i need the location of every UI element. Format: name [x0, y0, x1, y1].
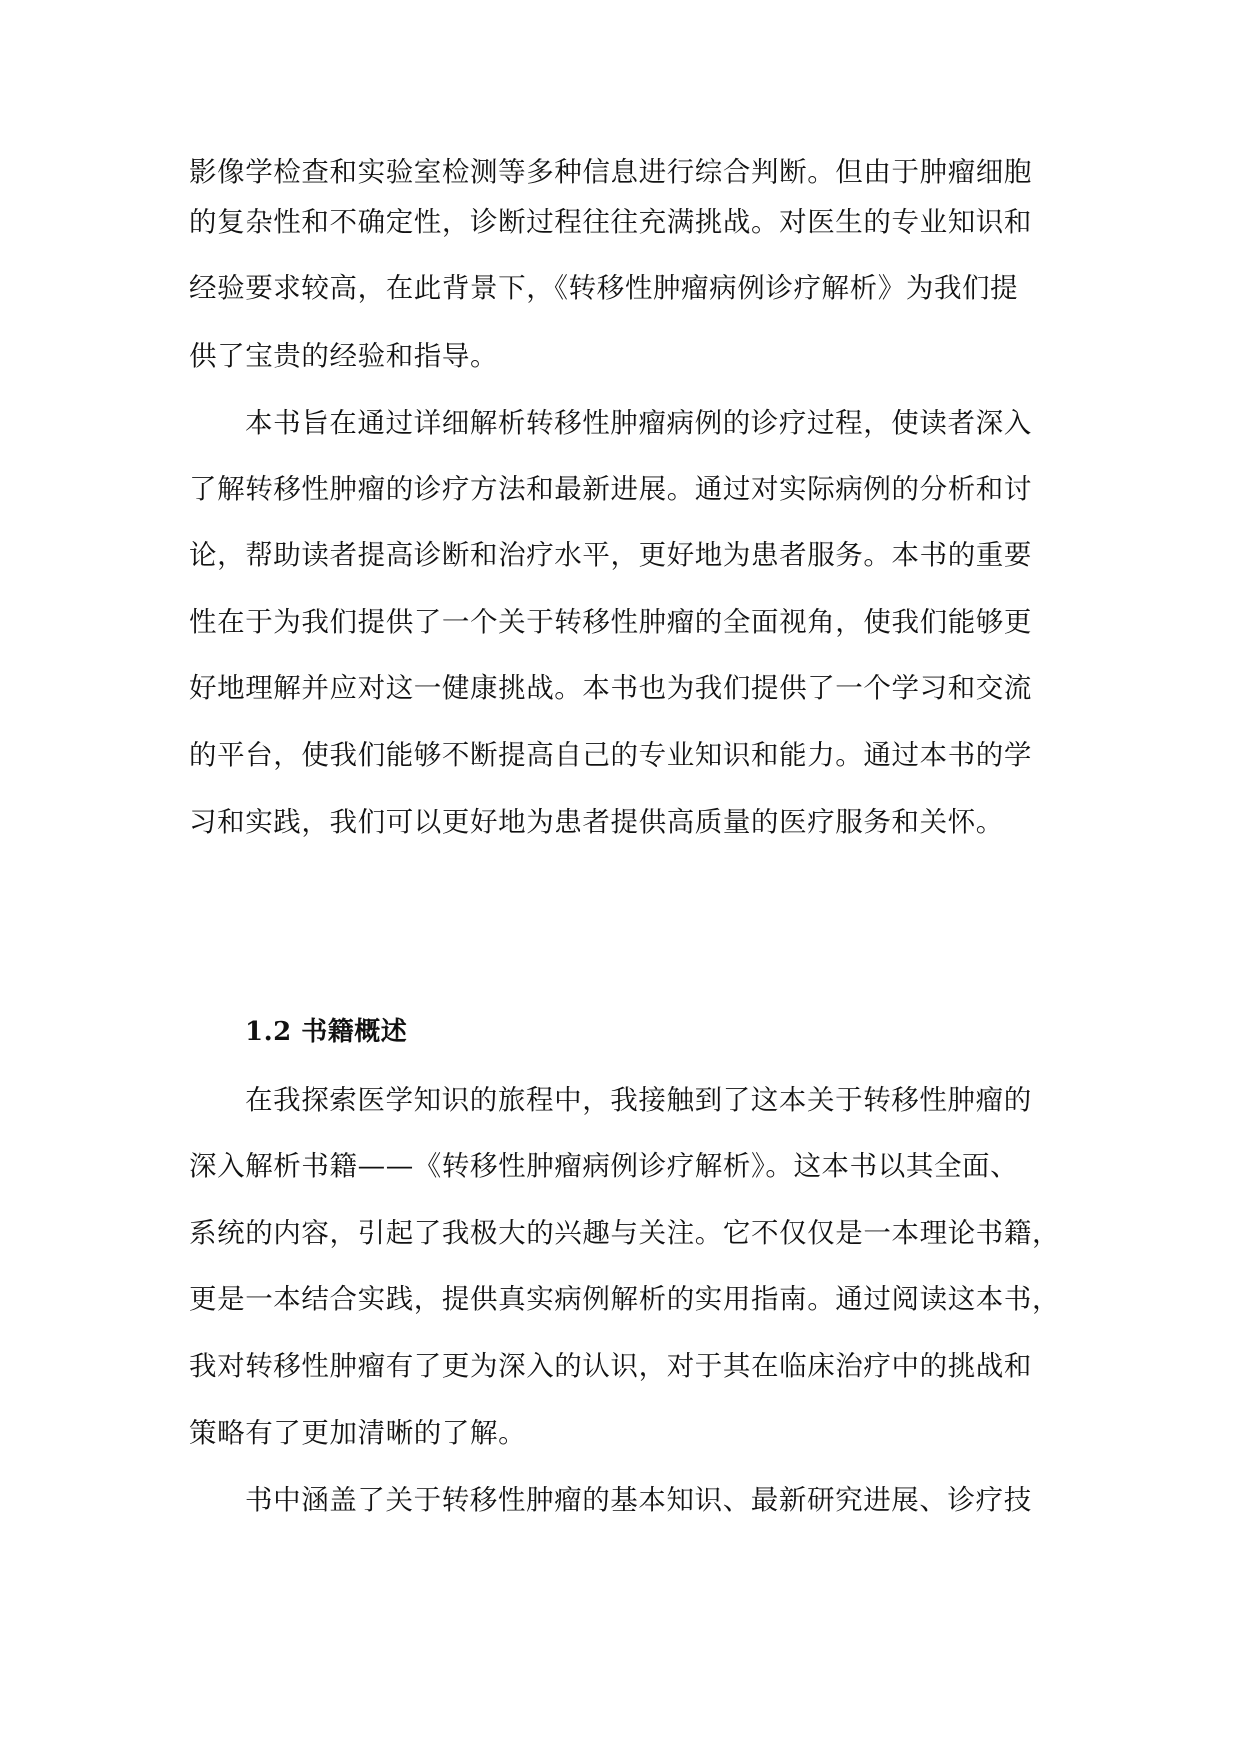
- paragraph-3-line-3: 系统的内容，引起了我极大的兴趣与关注。它不仅仅是一本理论书籍，: [189, 1217, 1061, 1249]
- paragraph-2-line-5: 好地理解并应对这一健康挑战。本书也为我们提供了一个学习和交流: [189, 672, 1032, 704]
- paragraph-3-line-2: 深入解析书籍——《转移性肿瘤病例诊疗解析》。这本书以其全面、: [189, 1150, 1019, 1182]
- paragraph-2-line-3: 论，帮助读者提高诊断和治疗水平，更好地为患者服务。本书的重要: [189, 539, 1032, 571]
- paragraph-2-line-2: 了解转移性肿瘤的诊疗方法和最新进展。通过对实际病例的分析和讨: [189, 473, 1032, 505]
- paragraph-3-line-5: 我对转移性肿瘤有了更为深入的认识，对于其在临床治疗中的挑战和: [189, 1350, 1032, 1382]
- paragraph-2-line-7: 习和实践，我们可以更好地为患者提供高质量的医疗服务和关怀。: [189, 806, 1004, 838]
- paragraph-1-line-2: 的复杂性和不确定性，诊断过程往往充满挑战。对医生的专业知识和: [189, 206, 1032, 238]
- paragraph-4-line-1: 书中涵盖了关于转移性肿瘤的基本知识、最新研究进展、诊疗技: [245, 1484, 1032, 1516]
- paragraph-1-line-4: 供了宝贵的经验和指导。: [189, 340, 499, 372]
- section-heading: 1.2 书籍概述: [245, 1017, 408, 1047]
- paragraph-2-line-6: 的平台，使我们能够不断提高自己的专业知识和能力。通过本书的学: [189, 739, 1032, 771]
- paragraph-2-line-1: 本书旨在通过详细解析转移性肿瘤病例的诊疗过程，使读者深入: [245, 407, 1032, 439]
- paragraph-3-line-6: 策略有了更加清晰的了解。: [189, 1417, 527, 1449]
- paragraph-2-line-4: 性在于为我们提供了一个关于转移性肿瘤的全面视角，使我们能够更: [189, 606, 1032, 638]
- paragraph-3-line-1: 在我探索医学知识的旅程中，我接触到了这本关于转移性肿瘤的: [245, 1084, 1032, 1116]
- paragraph-1-line-1: 影像学检查和实验室检测等多种信息进行综合判断。但由于肿瘤细胞: [189, 156, 1032, 188]
- paragraph-3-line-4: 更是一本结合实践，提供真实病例解析的实用指南。通过阅读这本书，: [189, 1283, 1061, 1315]
- paragraph-1-line-3: 经验要求较高，在此背景下，《转移性肿瘤病例诊疗解析》为我们提: [189, 272, 1019, 304]
